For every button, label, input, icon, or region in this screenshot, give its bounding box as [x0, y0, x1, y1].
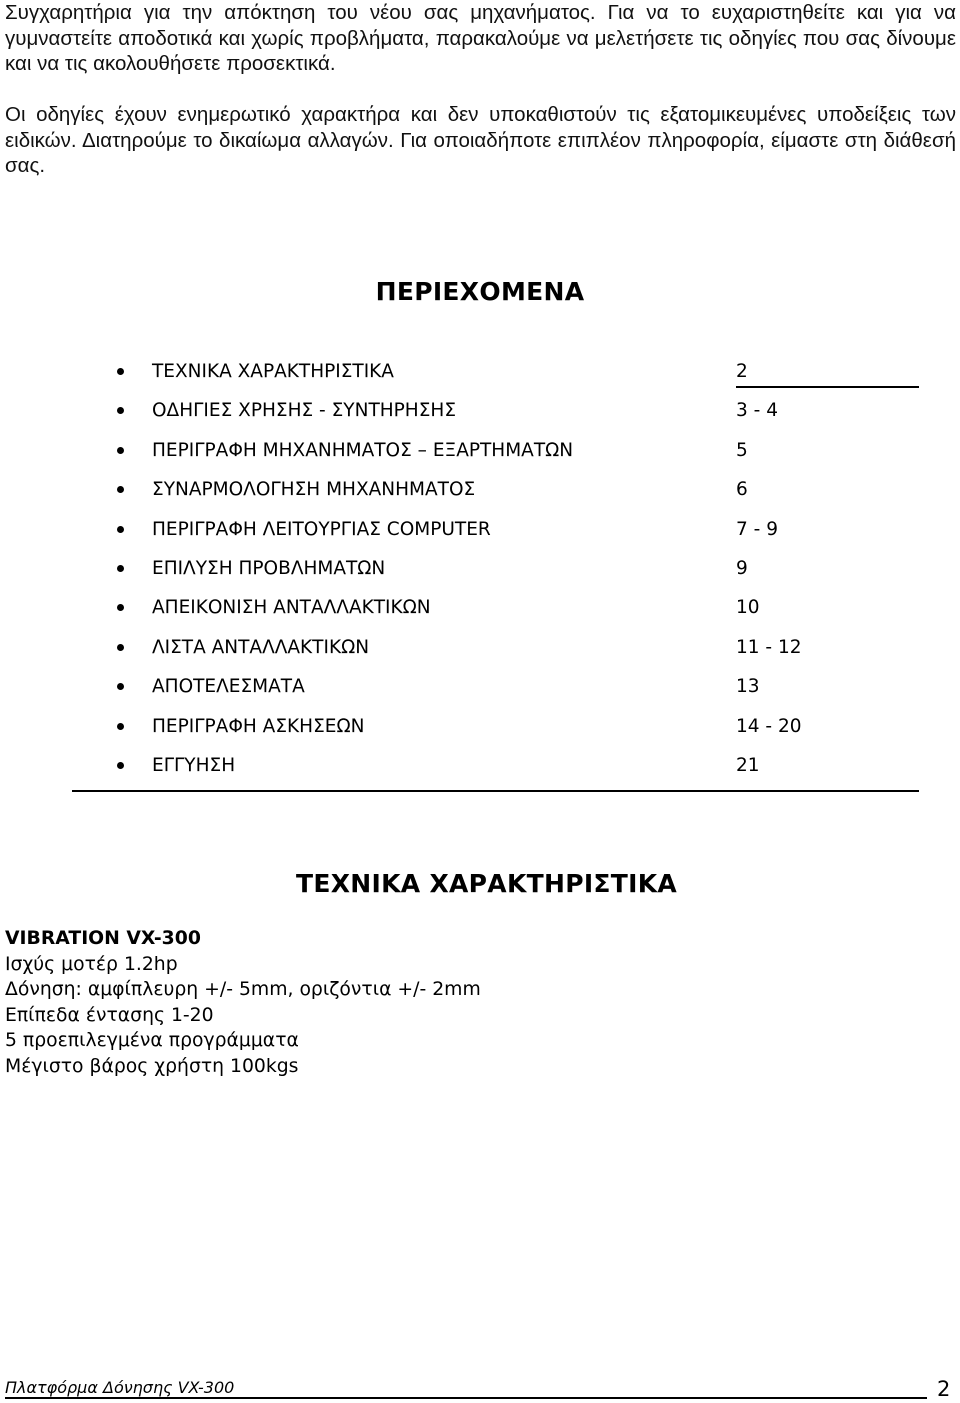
bullet-icon — [117, 723, 124, 730]
toc-entry-page: 2 — [736, 361, 748, 382]
spec-line-motor: Ισχύς μοτέρ 1.2hp — [5, 953, 178, 975]
toc-entry-label: ΑΠΕΙΚΟΝΙΣΗ ΑΝΤΑΛΛΑΚΤΙΚΩΝ — [152, 597, 431, 619]
intro-text-2: Οι οδηγίες έχουν ενημερωτικό χαρακτήρα και δεν υποκαθιστούν τις εξατομικευμένες υποδείξεις των ειδικών. Διατηρούμε το δικαίωμα αλλαγών. Για οποιαδήποτε επιπλέον πληροφορία, είμαστε στη διάθεσή σας. — [5, 103, 956, 177]
bullet-icon — [117, 604, 124, 611]
toc-entry-label: ΟΔΗΓΙΕΣ ΧΡΗΣΗΣ - ΣΥΝΤΗΡΗΣΗΣ — [152, 400, 457, 422]
spec-line-vibration: Δόνηση: αμφίπλευρη +/- 5mm, οριζόντια +/- 2mm — [5, 979, 481, 1000]
bullet-icon — [117, 565, 124, 572]
toc-entry-label: ΠΕΡΙΓΡΑΦΗ ΛΕΙΤΟΥΡΓΙΑΣ COMPUTER — [152, 518, 491, 540]
spec-line-levels: Επίπεδα έντασης 1-20 — [5, 1004, 214, 1026]
toc-entry-page: 14 - 20 — [736, 715, 802, 737]
toc-entry-label: ΤΕΧΝΙΚΑ ΧΑΡΑΚΤΗΡΙΣΤΙΚΑ — [152, 361, 394, 382]
toc-entry-page: 5 — [736, 439, 748, 461]
intro-paragraph-2 — [5, 102, 956, 179]
toc-item — [72, 470, 919, 509]
bullet-icon — [117, 447, 124, 454]
toc-item — [72, 628, 919, 667]
toc-entry-page: 6 — [736, 479, 748, 501]
toc-item — [72, 352, 919, 391]
toc-item — [72, 707, 919, 746]
toc-entry-label: ΣΥΝΑΡΜΟΛΟΓΗΣΗ ΜΗΧΑΝΗΜΑΤΟΣ — [152, 479, 476, 501]
footer-rule — [5, 1397, 927, 1399]
footer-page-number: 2 — [937, 1377, 951, 1401]
toc-entry-label: ΛΙΣΤΑ ΑΝΤΑΛΛΑΚΤΙΚΩΝ — [152, 636, 370, 658]
spec-line-programs: 5 προεπιλεγμένα προγράμματα — [5, 1030, 299, 1051]
toc-item — [72, 667, 919, 706]
toc-entry-page: 11 - 12 — [736, 636, 802, 658]
toc-entry-label: ΕΓΓΥΗΣΗ — [152, 754, 236, 776]
toc-entry-label: ΑΠΟΤΕΛΕΣΜΑΤΑ — [152, 676, 305, 698]
toc-rule — [736, 386, 919, 388]
toc-entry-label: ΠΕΡΙΓΡΑΦΗ ΜΗΧΑΝΗΜΑΤΟΣ – ΕΞΑΡΤΗΜΑΤΩΝ — [152, 439, 574, 461]
intro-text-1: Συγχαρητήρια για την απόκτηση του νέου σας μηχανήματος. Για να το ευχαριστηθείτε και για να γυμναστείτε αποδοτικά και χωρίς προβλήματα, παρακαλούμε να μελετήσετε τις οδηγίες που σας δίνουμε και να τις ακολουθήσετε προσεκτικά. — [5, 1, 956, 75]
toc-item — [72, 391, 919, 430]
table-of-contents — [72, 352, 919, 792]
intro-paragraph-1 — [5, 0, 956, 77]
toc-entry-label: ΠΕΡΙΓΡΑΦΗ ΑΣΚΗΣΕΩΝ — [152, 715, 365, 737]
toc-item — [72, 510, 919, 549]
toc-entry-page: 9 — [736, 557, 748, 579]
toc-item — [72, 588, 919, 627]
toc-item — [72, 431, 919, 470]
toc-entry-page: 3 - 4 — [736, 400, 778, 422]
bullet-icon — [117, 683, 124, 690]
toc-entry-label: ΕΠΙΛΥΣΗ ΠΡΟΒΛΗΜΑΤΩΝ — [152, 557, 386, 579]
toc-title: ΠΕΡΙΕΧΟΜΕΝΑ — [375, 277, 585, 306]
toc-entry-page: 10 — [736, 597, 760, 619]
bullet-icon — [117, 644, 124, 651]
bullet-icon — [117, 407, 124, 414]
specs-title: ΤΕΧΝΙΚΑ ΧΑΡΑΚΤΗΡΙΣΤΙΚΑ — [296, 869, 678, 898]
toc-item — [72, 746, 919, 785]
toc-entry-page: 7 - 9 — [736, 518, 778, 540]
bullet-icon — [117, 526, 124, 533]
bullet-icon — [117, 762, 124, 769]
toc-item — [72, 549, 919, 588]
toc-entry-page: 21 — [736, 754, 760, 776]
footer-document-title: Πλατφόρμα Δόνησης VX-300 — [5, 1378, 235, 1397]
bullet-icon — [117, 486, 124, 493]
bullet-icon — [117, 368, 124, 375]
model-name: VIBRATION VX-300 — [5, 928, 201, 949]
specs-block — [5, 926, 705, 1079]
spec-line-max-weight: Μέγιστο βάρος χρήστη 100kgs — [5, 1055, 299, 1077]
toc-entry-page: 13 — [736, 676, 760, 698]
